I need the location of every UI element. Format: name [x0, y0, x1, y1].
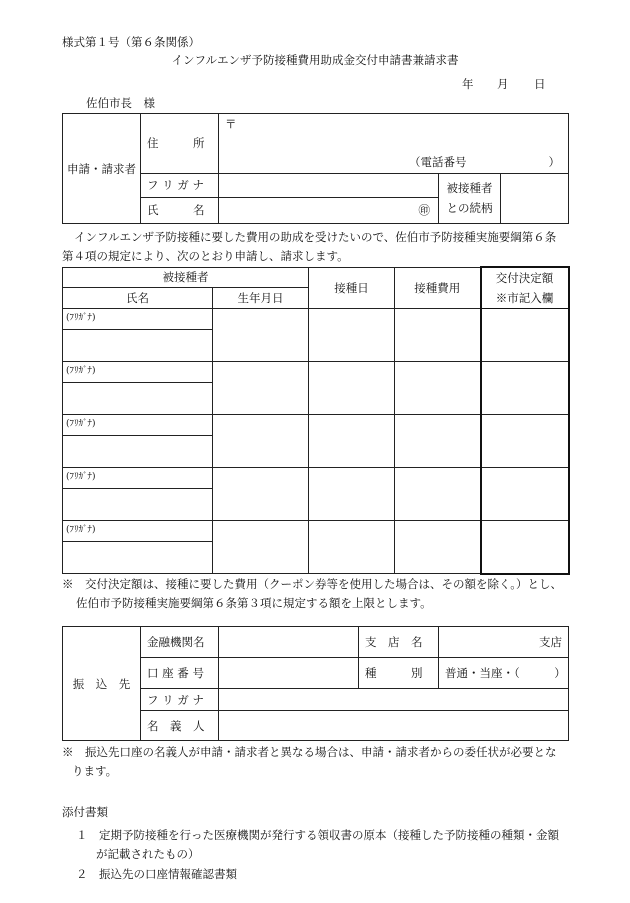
relation-field[interactable]	[501, 173, 569, 223]
row-name-field[interactable]	[63, 489, 213, 521]
account-number-field[interactable]	[219, 658, 359, 689]
col-name: 氏名	[63, 288, 213, 309]
institution-field[interactable]	[219, 627, 359, 658]
date-day-label: 日	[534, 77, 546, 91]
date-year-label: 年	[462, 77, 474, 91]
decision-cell[interactable]	[481, 521, 569, 574]
form-number: 様式第１号（第６条関係）	[62, 35, 200, 49]
col-vaccination-cost: 接種費用	[395, 267, 481, 309]
table-row	[63, 468, 569, 489]
date-cell[interactable]	[309, 468, 395, 521]
holder-furigana-field[interactable]	[219, 689, 569, 711]
intro-line-2: 第４項の規定により、次のとおり申請し、請求します。	[62, 249, 349, 263]
row-furigana[interactable]: (ﾌﾘｶﾞﾅ)	[63, 521, 213, 542]
furigana-label: フ リ ガ ナ	[141, 173, 219, 197]
row-furigana[interactable]: (ﾌﾘｶﾞﾅ)	[63, 309, 213, 330]
table-row	[63, 362, 569, 383]
date-month-label: 月	[497, 77, 509, 91]
cost-cell[interactable]	[395, 415, 481, 468]
branch-label: 支 店 名	[359, 627, 439, 658]
row-name-field[interactable]	[63, 383, 213, 415]
postal-mark: 〒	[225, 117, 237, 131]
applicant-name-field[interactable]	[219, 197, 439, 223]
phone-label: （電話番号	[409, 155, 467, 169]
date-cell[interactable]	[309, 521, 395, 574]
bank-section-label: 振 込 先	[63, 627, 141, 741]
account-type-field[interactable]: 普通・当座・（ ）	[439, 658, 569, 689]
date-cell[interactable]	[309, 415, 395, 468]
address-label: 住 所	[141, 114, 219, 174]
table-row	[63, 521, 569, 542]
birthdate-cell[interactable]	[213, 362, 309, 415]
date-cell[interactable]	[309, 362, 395, 415]
date-cell[interactable]	[309, 309, 395, 362]
bank-table	[62, 626, 569, 741]
cost-cell[interactable]	[395, 362, 481, 415]
birthdate-cell[interactable]	[213, 521, 309, 574]
cost-cell[interactable]	[395, 468, 481, 521]
birthdate-cell[interactable]	[213, 309, 309, 362]
decision-cell[interactable]	[481, 468, 569, 521]
form-title: インフルエンザ予防接種費用助成金交付申請書兼請求書	[171, 53, 459, 67]
row-name-field[interactable]	[63, 436, 213, 468]
attachment-item-2: ２ 振込先の口座情報確認書類	[76, 867, 237, 881]
table-row	[63, 415, 569, 436]
applicant-furigana-field[interactable]	[219, 173, 439, 197]
note-holder-line-2: ります。	[72, 764, 118, 778]
applicant-section-label: 申請・請求者	[63, 114, 141, 224]
row-name-field[interactable]	[63, 330, 213, 362]
intro-line-1: インフルエンザ予防接種に要した費用の助成を受けたいので、佐伯市予防接種実施要綱第６条	[74, 230, 557, 244]
branch-field[interactable]	[439, 627, 569, 658]
branch-suffix: 支店	[539, 635, 562, 649]
attachment-item-1-line-1: １ 定期予防接種を行った医療機関が発行する領収書の原本（接種した予防接種の種類・金額	[76, 828, 559, 842]
col-vaccination-date: 接種日	[309, 267, 395, 309]
birthdate-cell[interactable]	[213, 468, 309, 521]
note-decision-line-1: ※ 交付決定額は、接種に要した費用（クーポン券等を使用した場合は、その額を除く。）とし、	[62, 577, 563, 591]
holder-label: 名 義 人	[141, 711, 219, 741]
applicant-table	[62, 113, 569, 224]
account-type-label: 種 別	[359, 658, 439, 689]
row-name-field[interactable]	[63, 542, 213, 574]
decision-cell[interactable]	[481, 362, 569, 415]
attachment-item-1-line-2: が記載されたもの）	[96, 847, 200, 861]
vaccinee-group-header: 被接種者	[63, 267, 309, 288]
seal-mark: ㊞	[418, 203, 430, 218]
cost-cell[interactable]	[395, 521, 481, 574]
phone-close: ）	[548, 155, 561, 169]
note-holder-line-1: ※ 振込先口座の名義人が申請・請求者と異なる場合は、申請・請求者からの委任状が必要とな	[62, 745, 557, 759]
address-field[interactable]	[219, 114, 569, 174]
decision-cell[interactable]	[481, 309, 569, 362]
col-birthdate: 生年月日	[213, 288, 309, 309]
decision-cell[interactable]	[481, 415, 569, 468]
name-label: 氏 名	[141, 197, 219, 223]
note-decision-line-2: 佐伯市予防接種実施要綱第６条第３項に規定する額を上限とします。	[76, 596, 432, 610]
account-number-label: 口 座 番 号	[141, 658, 219, 689]
addressee: 佐伯市長 様	[86, 96, 155, 110]
bank-furigana-label: フ リ ガ ナ	[141, 689, 219, 711]
table-row	[63, 309, 569, 330]
row-furigana[interactable]: (ﾌﾘｶﾞﾅ)	[63, 362, 213, 383]
institution-label: 金融機関名	[141, 627, 219, 658]
row-furigana[interactable]: (ﾌﾘｶﾞﾅ)	[63, 415, 213, 436]
cost-cell[interactable]	[395, 309, 481, 362]
birthdate-cell[interactable]	[213, 415, 309, 468]
col-decision-amount: 交付決定額 ※市記入欄	[481, 267, 569, 309]
attachments-heading: 添付書類	[62, 805, 108, 819]
vaccinee-table	[62, 266, 570, 575]
relation-label: 被接種者 との続柄	[439, 173, 501, 223]
holder-name-field[interactable]	[219, 711, 569, 741]
row-furigana[interactable]: (ﾌﾘｶﾞﾅ)	[63, 468, 213, 489]
